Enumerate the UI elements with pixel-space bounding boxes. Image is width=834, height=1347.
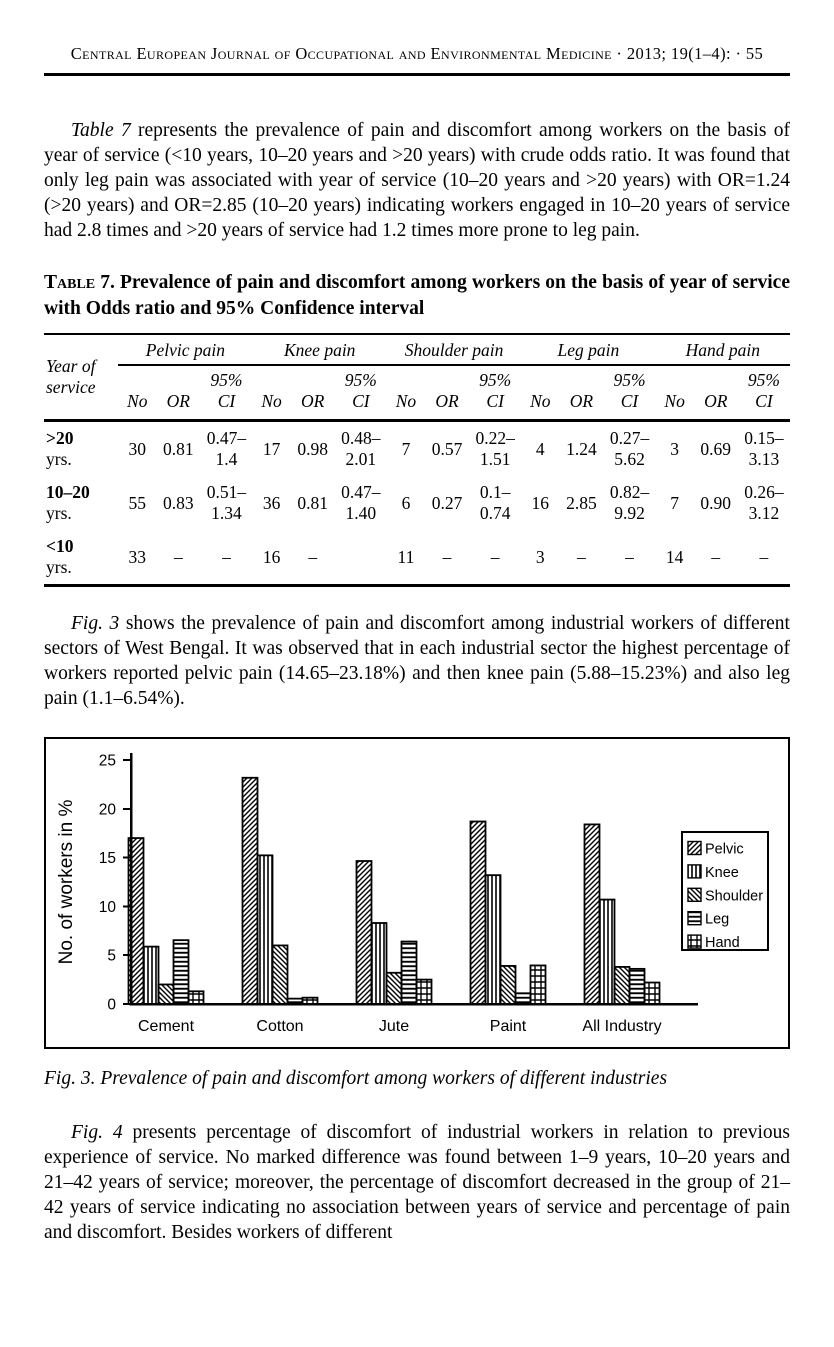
legend-swatch-knee xyxy=(688,865,701,878)
row-label: 10–20 yrs. xyxy=(46,482,90,523)
table-cell: 3 xyxy=(670,438,679,459)
group-header-shoulder-pain: Shoulder pain xyxy=(387,334,521,365)
bar-knee-jute xyxy=(372,923,387,1004)
fig4-reference: Fig. 4 xyxy=(71,1122,123,1143)
bar-shoulder-all-industry xyxy=(615,967,630,1004)
sub-header-or: OR xyxy=(704,391,728,411)
table-cell: 2.85 xyxy=(566,492,597,513)
table-cell: – xyxy=(759,546,769,567)
legend-label: Shoulder xyxy=(705,888,764,905)
sub-header-ci: 95% CI xyxy=(344,370,377,411)
table-cell: 33 xyxy=(128,546,146,567)
bar-knee-cement xyxy=(144,947,159,1004)
table7-title-text: Prevalence of pain and discomfort among workers on the basis of year of service with Odds ratio and 95% Confidence interval xyxy=(44,272,790,319)
table-cell: – xyxy=(222,546,231,567)
sub-header-or: OR xyxy=(301,391,325,411)
group-header-leg-pain: Leg pain xyxy=(521,334,655,365)
table-cell: 16 xyxy=(262,546,281,567)
sub-header-ci: 95% CI xyxy=(613,370,646,411)
table-cell: 6 xyxy=(401,492,411,513)
y-tick-label: 0 xyxy=(107,996,116,1014)
bar-leg-paint xyxy=(516,993,531,1004)
sub-header-no: No xyxy=(261,391,282,411)
fig3-reference: Fig. 3 xyxy=(71,613,120,634)
bar-hand-cotton xyxy=(303,998,318,1004)
legend-swatch-pelvic xyxy=(688,842,701,855)
table-cell: 0.27–5.62 xyxy=(609,428,650,469)
table-cell: – xyxy=(625,546,634,567)
table-cell: 0.82–9.92 xyxy=(609,482,650,523)
bar-knee-paint xyxy=(486,875,501,1004)
paragraph-fig3-text: shows the prevalence of pain and discomfort among industrial workers of different sectors of West Bengal. It was observed that in each industrial sector the highest percentage of workers reported pelvic pain (14.65–23.18%) and then knee pain (5.88–15.23%) and also leg pain (1.1–6.54%). xyxy=(44,613,790,709)
sub-header-or: OR xyxy=(166,391,190,411)
table-cell: – xyxy=(442,546,452,567)
legend-label: Hand xyxy=(705,935,740,952)
paragraph-fig4-text: presents percentage of discomfort of industrial workers in relation to previous experience of service. No marked difference was found between 1–9 years, 10–20 years and 21–42 years of service; moreover, the percentage of discomfort decreased in the group of 21–42 years of service indicating no association between years of service and percentage of pain and discomfort. Besides workers of different xyxy=(44,1122,790,1243)
page xyxy=(0,44,834,1347)
table-row xyxy=(44,476,790,530)
x-tick-label: All Industry xyxy=(582,1018,662,1035)
table-cell: 7 xyxy=(670,492,679,513)
journal-running-head: Central European Journal of Occupational and Environmental Medicine · 2013; 19(1–4): · 55 xyxy=(70,44,764,63)
x-tick-label: Paint xyxy=(489,1018,527,1035)
table-cell: 0.47–1.40 xyxy=(341,482,381,523)
header-rule xyxy=(44,73,790,76)
y-tick-label: 5 xyxy=(107,947,116,965)
table-cell: 0.81 xyxy=(163,438,194,459)
table7-group-header-row xyxy=(44,334,790,365)
table-cell: 55 xyxy=(128,492,146,513)
fig3-bar-chart xyxy=(44,737,790,1049)
table7-title-label: Table 7. xyxy=(44,272,115,293)
sub-header-ci: 95% CI xyxy=(210,370,243,411)
bar-hand-jute xyxy=(417,980,432,1004)
y-axis-title: No. of workers in % xyxy=(56,799,77,965)
table-cell: 0.81 xyxy=(297,492,328,513)
table-cell: 4 xyxy=(535,438,545,459)
bar-leg-cement xyxy=(174,940,189,1004)
row-label: >20 yrs. xyxy=(46,428,74,469)
bar-shoulder-paint xyxy=(501,966,516,1004)
table-row xyxy=(44,421,790,477)
table7 xyxy=(44,333,790,587)
sub-header-no: No xyxy=(127,391,148,411)
table-cell: 0.47–1.4 xyxy=(206,428,247,469)
bar-pelvic-cement xyxy=(129,838,144,1004)
table-cell: 36 xyxy=(262,492,281,513)
table-cell: 0.83 xyxy=(163,492,194,513)
bar-pelvic-paint xyxy=(471,821,486,1004)
legend-swatch-hand xyxy=(688,935,701,948)
sub-header-ci: 95% CI xyxy=(479,370,512,411)
table-cell: – xyxy=(308,546,318,567)
bar-leg-cotton xyxy=(288,999,303,1004)
table-cell: 3 xyxy=(535,546,545,567)
table7-sub-header-row xyxy=(44,365,790,421)
table-cell: 30 xyxy=(128,438,146,459)
group-header-knee-pain: Knee pain xyxy=(253,334,387,365)
paragraph-table7-text: represents the prevalence of pain and discomfort among workers on the basis of year of service (<10 years, 10–20 years and >20 years) with crude odds ratio. It was found that only leg pain was associated with year of service (10–20 years and >20 years) with OR=1.24 (>20 years) and OR=2.85 (10–20 years) indicating workers engaged in 10–20 years of service had 2.8 times and >20 years of service had 1.2 times more prone to leg pain. xyxy=(44,120,790,241)
x-tick-label: Jute xyxy=(378,1018,410,1035)
legend-label: Leg xyxy=(705,911,730,928)
table-cell: 0.27 xyxy=(431,492,463,513)
sub-header-no: No xyxy=(530,391,551,411)
bar-knee-cotton xyxy=(258,855,273,1004)
x-tick-label: Cement xyxy=(137,1018,195,1035)
table-cell: 17 xyxy=(262,438,281,459)
bar-leg-jute xyxy=(402,942,417,1004)
table7-title xyxy=(44,270,790,322)
table-cell xyxy=(335,530,387,586)
bar-pelvic-jute xyxy=(357,861,372,1004)
table-cell: 0.69 xyxy=(700,438,732,459)
table-cell: 16 xyxy=(531,492,550,513)
sub-header-no: No xyxy=(664,391,685,411)
sub-header-or: OR xyxy=(569,391,594,411)
table-cell: 0.48–2.01 xyxy=(341,428,381,469)
bar-shoulder-jute xyxy=(387,973,402,1004)
table-cell: – xyxy=(577,546,586,567)
bar-pelvic-all-industry xyxy=(585,824,600,1004)
legend-label: Pelvic xyxy=(705,841,744,858)
legend-swatch-shoulder xyxy=(688,888,701,901)
y-tick-label: 15 xyxy=(98,850,116,868)
bar-hand-all-industry xyxy=(645,983,660,1004)
table-cell: 7 xyxy=(401,438,411,459)
table7-body xyxy=(44,421,790,586)
y-tick-label: 10 xyxy=(98,898,116,916)
paragraph-fig3-intro xyxy=(44,611,790,711)
legend-label: Knee xyxy=(705,864,739,881)
legend-swatch-leg xyxy=(688,912,701,925)
table-row xyxy=(44,530,790,586)
group-header-hand-pain: Hand pain xyxy=(656,334,790,365)
fig3-caption: Fig. 3. Prevalence of pain and discomfort among workers of different industries xyxy=(44,1068,668,1089)
bar-leg-all-industry xyxy=(630,969,645,1004)
bar-pelvic-cotton xyxy=(243,778,258,1004)
table7-reference: Table 7 xyxy=(71,120,131,141)
table-cell: 1.24 xyxy=(566,438,597,459)
fig3-bar-chart-svg xyxy=(46,739,788,1047)
table-cell: 0.90 xyxy=(700,492,732,513)
sub-header-or: OR xyxy=(435,391,459,411)
table-cell: 0.15–3.13 xyxy=(744,428,784,469)
bar-shoulder-cotton xyxy=(273,945,288,1004)
table-cell: 0.22–1.51 xyxy=(475,428,515,469)
table-cell: 0.57 xyxy=(431,438,463,459)
paragraph-fig4-intro xyxy=(44,1120,790,1245)
bar-hand-paint xyxy=(531,965,546,1004)
table-cell: 0.51–1.34 xyxy=(206,482,247,523)
sub-header-ci: 95% CI xyxy=(747,370,780,411)
table-cell: – xyxy=(711,546,721,567)
table-cell: – xyxy=(490,546,500,567)
sub-header-no: No xyxy=(395,391,417,411)
x-tick-label: Cotton xyxy=(256,1018,304,1035)
year-of-service-header: Year of service xyxy=(46,356,96,397)
paragraph-table7-intro xyxy=(44,118,790,243)
table-cell: 14 xyxy=(665,546,684,567)
bar-hand-cement xyxy=(189,991,204,1004)
y-tick-label: 25 xyxy=(98,752,116,770)
bar-shoulder-cement xyxy=(159,984,174,1004)
y-tick-label: 20 xyxy=(98,801,116,819)
table-cell: 0.26–3.12 xyxy=(744,482,784,523)
bar-knee-all-industry xyxy=(600,900,615,1004)
table-cell: 11 xyxy=(397,546,415,567)
table-cell: – xyxy=(173,546,183,567)
row-label: <10 yrs. xyxy=(46,536,74,577)
group-header-pelvic-pain: Pelvic pain xyxy=(118,334,252,365)
table-cell: 0.1–0.74 xyxy=(479,482,511,523)
table-cell: 0.98 xyxy=(297,438,328,459)
